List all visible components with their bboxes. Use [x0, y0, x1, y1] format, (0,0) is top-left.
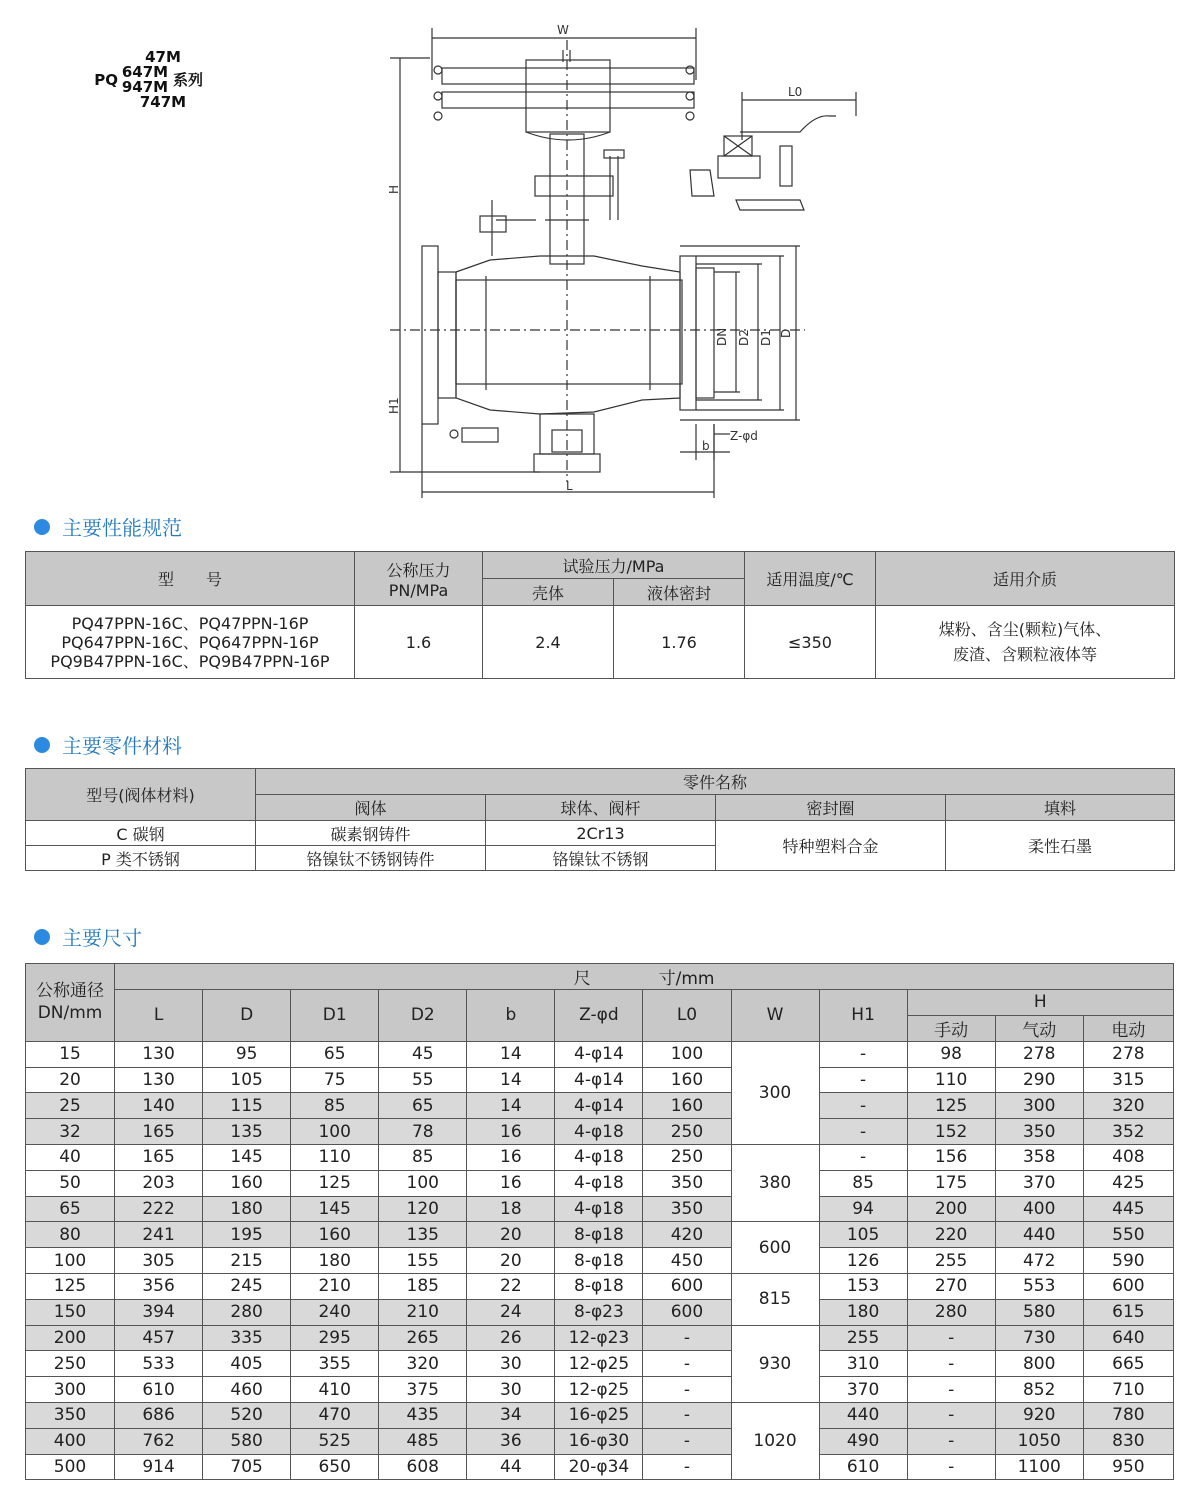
table-cell: 160 [643, 1067, 731, 1093]
table-cell: 30 [467, 1351, 555, 1377]
bullet-icon [34, 519, 50, 535]
table-cell: 125 [291, 1170, 379, 1196]
header-test-pressure: 试验压力/MPa [483, 552, 745, 579]
table-cell: 250 [643, 1119, 731, 1145]
header-col-b: b [467, 990, 555, 1042]
header-col-zd: Z-φd [555, 990, 643, 1042]
table-row [26, 1067, 1174, 1093]
table-cell: 185 [379, 1273, 467, 1299]
table-cell: 150 [26, 1299, 115, 1325]
table-cell: 600 [643, 1273, 731, 1299]
table-cell: 255 [907, 1248, 995, 1274]
table-cell: 160 [291, 1222, 379, 1248]
model-947m: 947M [121, 78, 169, 96]
table-row [26, 1196, 1174, 1222]
header-col-l0: L0 [643, 990, 731, 1042]
table-cell: - [907, 1377, 995, 1403]
table-cell: 762 [115, 1428, 203, 1454]
table-cell: 155 [379, 1248, 467, 1274]
table-cell: 153 [819, 1273, 907, 1299]
table-row [26, 1377, 1174, 1403]
header-col-d2: D2 [379, 990, 467, 1042]
table-cell: 440 [995, 1222, 1083, 1248]
table-cell: 394 [115, 1299, 203, 1325]
table-cell: 800 [995, 1351, 1083, 1377]
table-cell: 145 [203, 1144, 291, 1170]
label-w: W [557, 23, 569, 37]
table-cell: 335 [203, 1325, 291, 1351]
table-cell: 280 [203, 1299, 291, 1325]
table-cell: 24 [467, 1299, 555, 1325]
table-cell: 12-φ25 [555, 1351, 643, 1377]
temp-value: ≤350 [745, 606, 876, 679]
table-cell: 4-φ18 [555, 1144, 643, 1170]
table-cell: - [643, 1428, 731, 1454]
table-cell: 20-φ34 [555, 1454, 643, 1480]
material-packing: 柔性石墨 [946, 821, 1175, 871]
table-row [26, 1402, 1174, 1428]
table-cell: 665 [1083, 1351, 1173, 1377]
table-cell: 180 [291, 1248, 379, 1274]
table-cell: 105 [203, 1067, 291, 1093]
table-cell: 500 [26, 1454, 115, 1480]
table-cell: 115 [203, 1093, 291, 1119]
table-row [26, 1119, 1174, 1145]
table-cell: 14 [467, 1093, 555, 1119]
table-cell: 200 [26, 1325, 115, 1351]
table-cell: 4-φ14 [555, 1067, 643, 1093]
w-value: 600 [731, 1222, 819, 1274]
table-cell: 55 [379, 1067, 467, 1093]
table-cell: 65 [379, 1093, 467, 1119]
label-d1: D1 [759, 329, 773, 346]
table-cell: 553 [995, 1273, 1083, 1299]
table-row [26, 1222, 1174, 1248]
table-cell: 852 [995, 1377, 1083, 1403]
table-cell: 1050 [995, 1428, 1083, 1454]
material-body: 碳素钢铸件 [256, 821, 486, 846]
table-cell: 85 [819, 1170, 907, 1196]
table-cell: 600 [1083, 1273, 1173, 1299]
table-cell: 425 [1083, 1170, 1173, 1196]
table-cell: 375 [379, 1377, 467, 1403]
table-cell: 615 [1083, 1299, 1173, 1325]
table-cell: 125 [907, 1093, 995, 1119]
table-cell: - [819, 1093, 907, 1119]
material-model: C 碳钢 [26, 821, 256, 846]
table-cell: - [643, 1454, 731, 1480]
table-cell: 160 [203, 1170, 291, 1196]
table-cell: 355 [291, 1351, 379, 1377]
table-cell: 730 [995, 1325, 1083, 1351]
header-manual: 手动 [907, 1015, 995, 1041]
header-temp: 适用温度/℃ [745, 552, 876, 606]
table-cell: 350 [995, 1119, 1083, 1145]
table-cell: 210 [379, 1299, 467, 1325]
table-cell: 370 [819, 1377, 907, 1403]
table-cell: 36 [467, 1428, 555, 1454]
table-row [26, 1248, 1174, 1274]
table-row [26, 1454, 1174, 1480]
table-cell: 686 [115, 1402, 203, 1428]
table-cell: 4-φ18 [555, 1170, 643, 1196]
table-cell: 265 [379, 1325, 467, 1351]
table-cell: 12-φ23 [555, 1325, 643, 1351]
table-cell: 200 [907, 1196, 995, 1222]
table-cell: 315 [1083, 1067, 1173, 1093]
section-materials: 主要零件材料 [34, 730, 182, 759]
table-cell: 125 [26, 1273, 115, 1299]
table-cell: 255 [819, 1325, 907, 1351]
table-cell: 435 [379, 1402, 467, 1428]
table-cell: 65 [291, 1041, 379, 1067]
table-row [26, 1273, 1174, 1299]
table-cell: 610 [115, 1377, 203, 1403]
table-cell: 310 [819, 1351, 907, 1377]
table-cell: 485 [379, 1428, 467, 1454]
table-cell: 130 [115, 1067, 203, 1093]
table-cell: 290 [995, 1067, 1083, 1093]
table-cell: 98 [907, 1041, 995, 1067]
shell-value: 2.4 [483, 606, 614, 679]
header-pn: 公称压力 PN/MPa [355, 552, 483, 606]
table-cell: 16-φ25 [555, 1402, 643, 1428]
header-media: 适用介质 [876, 552, 1175, 606]
table-cell: 45 [379, 1041, 467, 1067]
series-prefix: PQ [94, 70, 118, 89]
label-d2: D2 [737, 329, 751, 346]
table-cell: 20 [467, 1248, 555, 1274]
table-cell: 460 [203, 1377, 291, 1403]
table-cell: 85 [291, 1093, 379, 1119]
header-seal-ring: 密封圈 [716, 795, 946, 821]
series-suffix: 系列 [173, 70, 204, 89]
dimensions-table [25, 963, 1174, 1480]
table-cell: 400 [995, 1196, 1083, 1222]
table-cell: 16 [467, 1170, 555, 1196]
header-shell: 壳体 [483, 579, 614, 606]
table-cell: 175 [907, 1170, 995, 1196]
table-cell: 240 [291, 1299, 379, 1325]
model-647m: 647M [121, 63, 169, 81]
header-col-h1: H1 [819, 990, 907, 1042]
materials-table [25, 768, 1175, 871]
table-cell: 34 [467, 1402, 555, 1428]
table-cell: 780 [1083, 1402, 1173, 1428]
material-seal: 特种塑料合金 [716, 821, 946, 871]
table-row [26, 1428, 1174, 1454]
table-cell: 520 [203, 1402, 291, 1428]
table-cell: 241 [115, 1222, 203, 1248]
w-value: 930 [731, 1325, 819, 1402]
table-cell: 75 [291, 1067, 379, 1093]
table-row [26, 1299, 1174, 1325]
table-cell: 20 [467, 1222, 555, 1248]
table-cell: - [907, 1325, 995, 1351]
table-cell: 85 [379, 1144, 467, 1170]
table-row [26, 1170, 1174, 1196]
table-cell: - [643, 1325, 731, 1351]
header-col-d1: D1 [291, 990, 379, 1042]
header-parts: 零件名称 [256, 769, 1175, 795]
bullet-icon [34, 737, 50, 753]
table-cell: 180 [203, 1196, 291, 1222]
table-cell: - [819, 1144, 907, 1170]
media-value: 煤粉、含尘(颗粒)气体、 废渣、含颗粒液体等 [876, 606, 1175, 679]
header-col-d: D [203, 990, 291, 1042]
table-cell: 710 [1083, 1377, 1173, 1403]
table-cell: 14 [467, 1041, 555, 1067]
table-cell: 490 [819, 1428, 907, 1454]
table-cell: 152 [907, 1119, 995, 1145]
header-size: 尺 寸/mm [115, 964, 1174, 990]
table-cell: 400 [26, 1428, 115, 1454]
pn-value: 1.6 [355, 606, 483, 679]
table-cell: 358 [995, 1144, 1083, 1170]
table-cell: 8-φ23 [555, 1299, 643, 1325]
w-value: 1020 [731, 1402, 819, 1479]
dimensions-body [26, 1041, 1174, 1480]
table-row [26, 1041, 1174, 1067]
material-ball: 铬镍钛不锈钢 [486, 846, 716, 871]
table-cell: 600 [643, 1299, 731, 1325]
table-cell: - [907, 1402, 995, 1428]
header-electric: 电动 [1083, 1015, 1173, 1041]
table-cell: 105 [819, 1222, 907, 1248]
table-cell: 22 [467, 1273, 555, 1299]
w-value: 380 [731, 1144, 819, 1221]
table-cell: 165 [115, 1144, 203, 1170]
model-47m: 47M [145, 48, 181, 66]
table-cell: - [643, 1351, 731, 1377]
table-cell: - [643, 1402, 731, 1428]
w-value: 300 [731, 1041, 819, 1144]
table-cell: 914 [115, 1454, 203, 1480]
table-cell: 420 [643, 1222, 731, 1248]
table-cell: - [819, 1067, 907, 1093]
table-cell: 44 [467, 1454, 555, 1480]
table-cell: 14 [467, 1067, 555, 1093]
header-model: 型 号 [26, 552, 355, 606]
table-cell: 145 [291, 1196, 379, 1222]
table-cell: 126 [819, 1248, 907, 1274]
table-cell: 295 [291, 1325, 379, 1351]
table-cell: 4-φ14 [555, 1093, 643, 1119]
table-cell: - [643, 1377, 731, 1403]
table-cell: 250 [26, 1351, 115, 1377]
table-cell: 110 [291, 1144, 379, 1170]
table-cell: 300 [26, 1377, 115, 1403]
table-cell: 180 [819, 1299, 907, 1325]
table-cell: 525 [291, 1428, 379, 1454]
table-cell: 156 [907, 1144, 995, 1170]
material-model: P 类不锈钢 [26, 846, 256, 871]
table-cell: 705 [203, 1454, 291, 1480]
table-cell: 220 [907, 1222, 995, 1248]
table-cell: 8-φ18 [555, 1273, 643, 1299]
table-cell: 26 [467, 1325, 555, 1351]
seal-value: 1.76 [614, 606, 745, 679]
table-cell: 210 [291, 1273, 379, 1299]
header-ball: 球体、阀杆 [486, 795, 716, 821]
table-cell: 280 [907, 1299, 995, 1325]
label-h: H [387, 184, 401, 194]
table-cell: 580 [995, 1299, 1083, 1325]
table-cell: 94 [819, 1196, 907, 1222]
material-body: 铬镍钛不锈钢铸件 [256, 846, 486, 871]
material-ball: 2Cr13 [486, 821, 716, 846]
performance-table [25, 551, 1175, 679]
series-title [88, 50, 208, 110]
w-value: 815 [731, 1273, 819, 1325]
table-cell: 140 [115, 1093, 203, 1119]
model-747m: 747M [139, 93, 187, 111]
table-cell: 100 [379, 1170, 467, 1196]
table-cell: 15 [26, 1041, 115, 1067]
table-cell: 245 [203, 1273, 291, 1299]
table-cell: - [907, 1428, 995, 1454]
table-cell: 16-φ30 [555, 1428, 643, 1454]
table-cell: 130 [115, 1041, 203, 1067]
section-dimensions: 主要尺寸 [34, 922, 142, 951]
label-l: L [566, 479, 573, 493]
table-cell: 110 [907, 1067, 995, 1093]
table-cell: 920 [995, 1402, 1083, 1428]
table-cell: 405 [203, 1351, 291, 1377]
table-row [26, 1325, 1174, 1351]
table-cell: 18 [467, 1196, 555, 1222]
table-row [26, 1144, 1174, 1170]
header-dn: 公称通径 DN/mm [26, 964, 115, 1042]
label-zd: Z-φd [730, 429, 758, 443]
table-cell: 30 [467, 1377, 555, 1403]
table-cell: 356 [115, 1273, 203, 1299]
table-cell: 195 [203, 1222, 291, 1248]
table-cell: 370 [995, 1170, 1083, 1196]
table-cell: 215 [203, 1248, 291, 1274]
table-cell: 590 [1083, 1248, 1173, 1274]
table-cell: 95 [203, 1041, 291, 1067]
header-packing: 填料 [946, 795, 1175, 821]
table-cell: 610 [819, 1454, 907, 1480]
table-cell: 4-φ18 [555, 1196, 643, 1222]
table-cell: 352 [1083, 1119, 1173, 1145]
table-cell: 440 [819, 1402, 907, 1428]
table-cell: 1100 [995, 1454, 1083, 1480]
table-cell: 135 [379, 1222, 467, 1248]
table-cell: 278 [1083, 1041, 1173, 1067]
label-h1: H1 [387, 397, 401, 414]
table-cell: - [907, 1351, 995, 1377]
label-l0: L0 [788, 85, 803, 99]
table-cell: 300 [995, 1093, 1083, 1119]
table-cell: 320 [379, 1351, 467, 1377]
table-cell: 222 [115, 1196, 203, 1222]
table-cell: 472 [995, 1248, 1083, 1274]
table-cell: 135 [203, 1119, 291, 1145]
table-cell: 445 [1083, 1196, 1173, 1222]
header-body: 阀体 [256, 795, 486, 821]
table-cell: 16 [467, 1144, 555, 1170]
section-performance: 主要性能规范 [34, 512, 182, 541]
table-cell: 8-φ18 [555, 1222, 643, 1248]
table-cell: 470 [291, 1402, 379, 1428]
bullet-icon [34, 929, 50, 945]
table-cell: 100 [26, 1248, 115, 1274]
table-cell: 408 [1083, 1144, 1173, 1170]
header-col-w: W [731, 990, 819, 1042]
table-cell: 16 [467, 1119, 555, 1145]
table-cell: 12-φ25 [555, 1377, 643, 1403]
table-cell: 78 [379, 1119, 467, 1145]
table-cell: 278 [995, 1041, 1083, 1067]
table-cell: 950 [1083, 1454, 1173, 1480]
table-cell: 410 [291, 1377, 379, 1403]
label-d: D [779, 328, 793, 338]
table-row [26, 1351, 1174, 1377]
label-b: b [702, 439, 710, 453]
table-cell: 165 [115, 1119, 203, 1145]
table-cell: 100 [291, 1119, 379, 1145]
header-col-l: L [115, 990, 203, 1042]
table-cell: 580 [203, 1428, 291, 1454]
table-cell: 650 [291, 1454, 379, 1480]
label-dn: DN [715, 327, 729, 346]
table-cell: 350 [26, 1402, 115, 1428]
table-cell: - [819, 1041, 907, 1067]
table-cell: 8-φ18 [555, 1248, 643, 1274]
header-seal: 液体密封 [614, 579, 745, 606]
models-cell: PQ47PPN-16C、PQ47PPN-16P PQ647PPN-16C、PQ647PPN-16P PQ9B47PPN-16C、PQ9B47PPN-16P [26, 606, 355, 679]
table-cell: 160 [643, 1093, 731, 1119]
table-cell: - [907, 1454, 995, 1480]
header-pneumatic: 气动 [995, 1015, 1083, 1041]
valve-technical-drawing [380, 20, 870, 500]
table-cell: 305 [115, 1248, 203, 1274]
table-cell: 457 [115, 1325, 203, 1351]
table-cell: 4-φ18 [555, 1119, 643, 1145]
table-row [26, 1093, 1174, 1119]
header-col-h: H [907, 990, 1173, 1016]
table-cell: 20 [26, 1067, 115, 1093]
table-cell: 120 [379, 1196, 467, 1222]
table-cell: 100 [643, 1041, 731, 1067]
table-cell: 350 [643, 1196, 731, 1222]
table-cell: 608 [379, 1454, 467, 1480]
table-cell: 65 [26, 1196, 115, 1222]
table-cell: 550 [1083, 1222, 1173, 1248]
table-cell: 450 [643, 1248, 731, 1274]
table-cell: 25 [26, 1093, 115, 1119]
table-cell: 50 [26, 1170, 115, 1196]
table-cell: 80 [26, 1222, 115, 1248]
table-cell: - [819, 1119, 907, 1145]
table-cell: 4-φ14 [555, 1041, 643, 1067]
table-cell: 270 [907, 1273, 995, 1299]
table-cell: 533 [115, 1351, 203, 1377]
table-cell: 32 [26, 1119, 115, 1145]
table-cell: 830 [1083, 1428, 1173, 1454]
table-cell: 350 [643, 1170, 731, 1196]
table-cell: 250 [643, 1144, 731, 1170]
table-cell: 203 [115, 1170, 203, 1196]
table-cell: 40 [26, 1144, 115, 1170]
table-cell: 320 [1083, 1093, 1173, 1119]
header-material-model: 型号(阀体材料) [26, 769, 256, 821]
table-cell: 640 [1083, 1325, 1173, 1351]
